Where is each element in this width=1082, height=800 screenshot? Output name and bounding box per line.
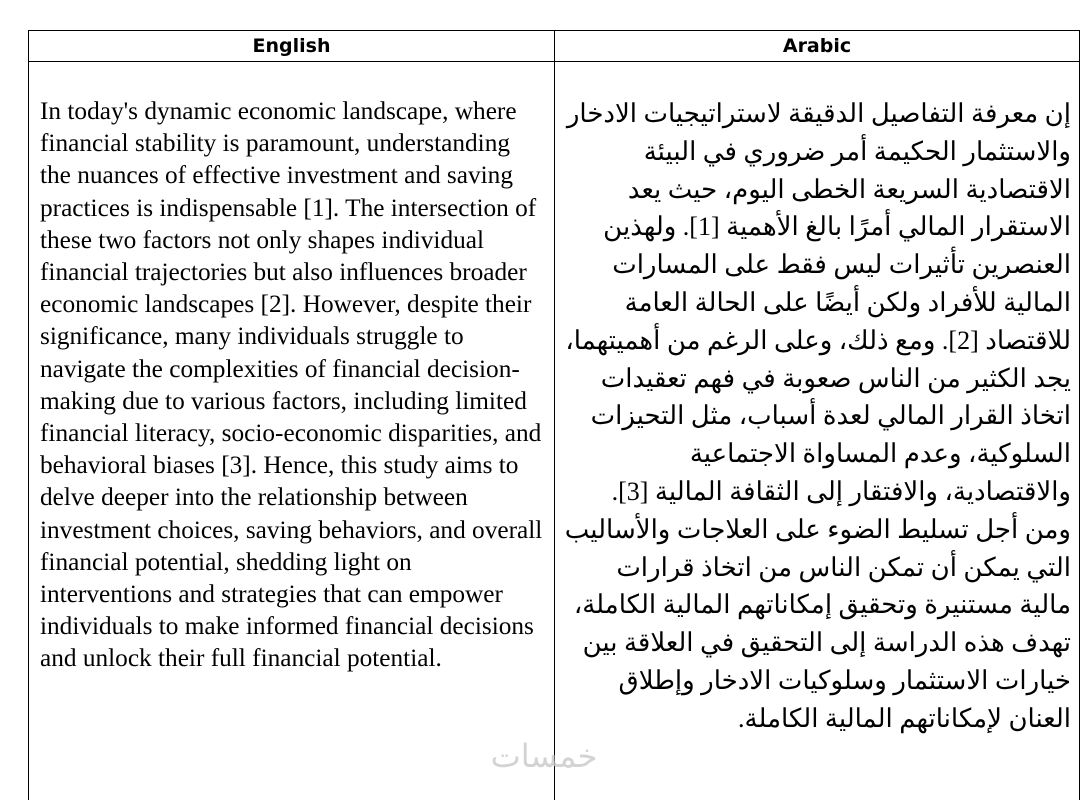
header-english: English xyxy=(252,35,331,57)
header-arabic: Arabic xyxy=(782,35,852,57)
arabic-paragraph: إن معرفة التفاصيل الدقيقة لاستراتيجيات الادخار والاستثمار الحكيمة أمر ضروري في البيئة الاقتصادية السريعة الخطى اليوم، حيث يعد الاستقرار المالي أمرًا بالغ الأهمية [1]. ولهذين العنصرين تأثيرات ليس فقط على المسارات المالية للأفراد ولكن أيضًا على الحالة العامة للاقتصاد [2]. ومع ذلك، وعلى الرغم من أهميتهما، يجد الكثير من الناس صعوبة في فهم تعقيدات اتخاذ القرار المالي لعدة أسباب، مثل التحيزات السلوكية، وعدم المساواة الاجتماعية والاقتصادية، والافتقار إلى الثقافة المالية [3]. ومن أجل تسليط الضوء على العلاجات والأساليب التي يمكن أن تمكن الناس من اتخاذ قرارات مالية مستنيرة وتحقيق إمكاناتهم المالية الكاملة، تهدف هذه الدراسة إلى التحقيق في العلاقة بين خيارات الاستثمار وسلوكيات الادخار وإطلاق العنان لإمكاناتهم المالية الكاملة. xyxy=(564,99,1071,733)
translation-table xyxy=(28,30,1080,800)
english-paragraph: In today's dynamic economic landscape, where financial stability is paramount, understanding the nuances of effective investment and saving practices is indispensable [1]. The intersection of these two factors not only shapes individual financial trajectories but also influences broader economic landscapes [2]. However, despite their significance, many individuals struggle to navigate the complexities of financial decision-making due to various factors, including limited financial literacy, socio-economic disparities, and behavioral biases [3]. Hence, this study aims to delve deeper into the relationship between investment choices, saving behaviors, and overall financial potential, shedding light on interventions and strategies that can empower individuals to make informed financial decisions and unlock their full financial potential. xyxy=(40,97,543,673)
column-divider xyxy=(554,31,555,800)
watermark-logo: خمسات xyxy=(490,737,598,775)
